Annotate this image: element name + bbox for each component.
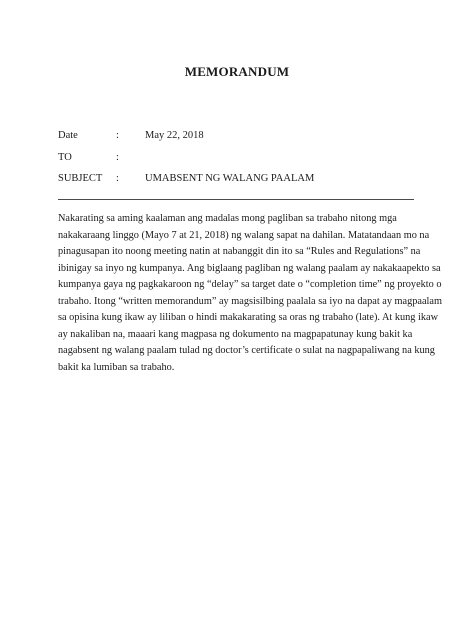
to-colon: : (116, 152, 119, 163)
date-colon: : (116, 130, 119, 141)
subject-value: UMABSENT NG WALANG PAALAM (145, 173, 315, 184)
memo-title: MEMORANDUM (184, 64, 290, 79)
subject-label: SUBJECT (58, 173, 103, 184)
body-line: kumpanya gaya ng pagkakaroon ng “delay” sa target date o “completion time” ng proyekto o (58, 279, 442, 290)
memo-body (58, 211, 443, 376)
body-line: sa opisina kung ikaw ay liliban o hindi makakarating sa oras ng trabaho (late). At kung ikaw (58, 312, 439, 323)
subject-colon: : (116, 173, 119, 184)
body-line: nakakaraang linggo (Mayo 7 at 21, 2018) ng walang sapat na dahilan. Matatandaan mo na (58, 229, 430, 241)
body-line: bakit ka lumiban sa trabaho. (58, 361, 175, 373)
header-divider (58, 199, 414, 200)
date-value: May 22, 2018 (145, 130, 204, 141)
body-line: Nakarating sa aming kaalaman ang madalas mong pagliban sa trabaho nitong mga (58, 213, 397, 224)
date-label: Date (58, 130, 78, 141)
body-line: nagabsent ng walang paalam tulad ng doctor’s certificate o sulat na nagpapaliwang na kung (58, 345, 435, 356)
body-line: ay nakaliban na, maaari kang magpasa ng dokumento na magpapatunay kung bakit ka (58, 328, 413, 340)
to-label: TO (58, 152, 72, 163)
body-line: ibinigay sa inyo ng kumpanya. Ang biglaang pagliban ng walang paalam ay nakakaapekto sa (58, 262, 441, 274)
body-line: pinagusapan ito noong meeting natin at nabanggit din ito sa “Rules and Regulations” na (58, 246, 421, 257)
body-line: trabaho. Itong “written memorandum” ay magsisilbing paalala sa iyo na dapat ay magpaalam (58, 295, 443, 307)
